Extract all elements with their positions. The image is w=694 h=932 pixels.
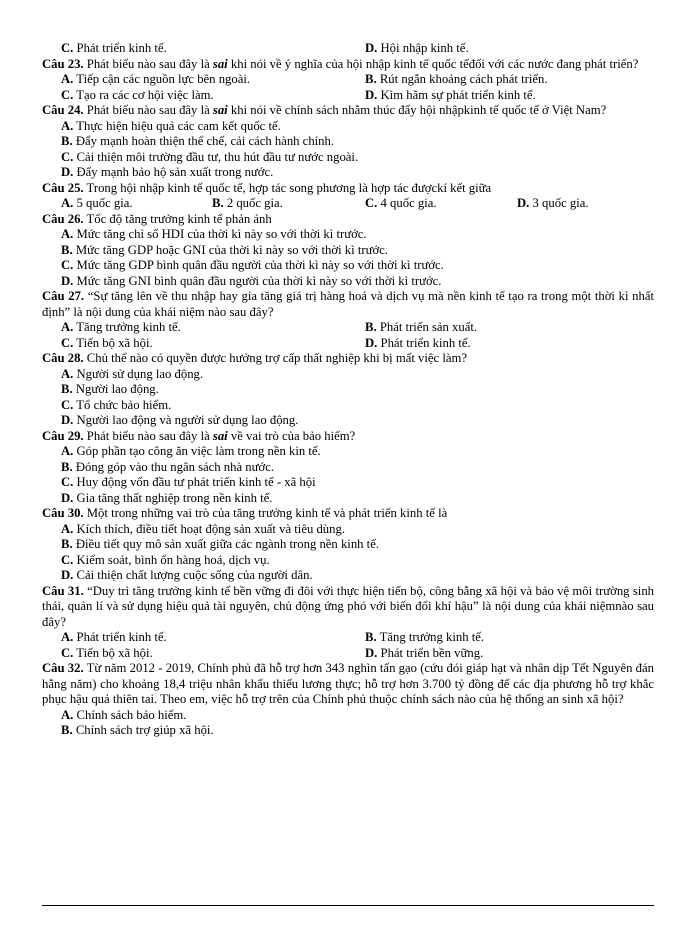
question-32: Câu 32. Từ năm 2012 - 2019, Chính phủ đã hỗ trợ hơn 343 nghìn tấn gạo (cứu đói giáp hạt và nhân dịp Tết Nguyên đán hằng năm) cho khoảng 18,4 triệu nhân khẩu thiếu lương thực; hỗ trợ hơn 3.700 tỷ đồng để các địa phương hỗ trợ khắc phục hậu quả thiên tai. Theo em, việc hỗ trợ trên của Chính phủ thuộc chính sách nào của hệ thống an sinh xã hội? — [42, 661, 655, 706]
option-c: C. Huy động vốn đầu tư phát triển kinh tế - xã hội — [61, 475, 316, 489]
option-a: A. Kích thích, điều tiết hoạt động sản xuất và tiêu dùng. — [61, 521, 346, 536]
option-d: D. Mức tăng GNI bình quân đầu người của thời kì này so với thời kì trước. — [61, 273, 442, 288]
option-b: B. 2 quốc gia. — [212, 196, 283, 210]
option-a: A. Thực hiện hiệu quả các cam kết quốc tế. — [61, 118, 281, 133]
option-d: D. Người lao động và người sử dụng lao động. — [61, 413, 299, 427]
option-c: C. Tiến bộ xã hội. — [61, 335, 153, 350]
question-25: Câu 25. Trong hội nhập kinh tế quốc tế, hợp tác song phương là hợp tác đượckí kết giữa — [42, 180, 492, 195]
question-29: Câu 29. Phát biểu nào sau đây là sai về vai trò của bảo hiểm? — [42, 428, 356, 443]
option-c: C. Tiến bộ xã hội. — [61, 645, 153, 660]
q23-options-ab — [42, 72, 654, 88]
option-c: C. Tạo ra các cơ hội việc làm. — [61, 87, 214, 102]
option-d: D. Hội nhập kinh tế. — [365, 41, 469, 55]
question-31: Câu 31. “Duy trì tăng trưởng kinh tế bền vững đi đôi với thực hiện tiến bộ, công bằng xã hội và bảo vệ môi trường sinh thái, quản lí và sử dụng hiệu quả tài nguyên, chủ động ứng phó với biến đổi khí hậu” là nội dung của khái niệmnào sau đây? — [42, 583, 655, 629]
option-d: D. Đẩy mạnh bảo hộ sản xuất trong nước. — [61, 165, 274, 179]
option-b: B. Chính sách trợ giúp xã hội. — [61, 723, 214, 737]
question-23: Câu 23. Phát biểu nào sau đây là sai khi nói về ý nghĩa của hội nhập kinh tế quốc tếđối với các nước đang phát triển? — [42, 56, 639, 71]
option-a: A. Tăng trưởng kinh tế. — [61, 320, 181, 334]
option-b: B. Đóng góp vào thu ngân sách nhà nước. — [61, 459, 275, 474]
question-24: Câu 24. Phát biểu nào sau đây là sai khi nói về chính sách nhằm thúc đẩy hội nhậpkinh tế quốc tế ở Việt Nam? — [42, 103, 607, 117]
option-d: D. 3 quốc gia. — [517, 196, 589, 210]
q25-options — [42, 196, 654, 212]
option-d: D. Phát triển kinh tế. — [365, 335, 471, 350]
option-a: A. 5 quốc gia. — [61, 196, 133, 210]
option-b: B. Tăng trưởng kinh tế. — [365, 630, 485, 644]
option-a: A. Tiếp cận các nguồn lực bên ngoài. — [61, 72, 251, 86]
option-d: D. Phát triển bền vững. — [365, 645, 484, 660]
q31-options-ab — [42, 630, 654, 646]
question-30: Câu 30. Một trong những vai trò của tăng trưởng kinh tế và phát triển kinh tế là — [42, 506, 448, 520]
option-a: A. Góp phần tạo công ăn việc làm trong nền kin tế. — [61, 444, 321, 458]
option-a: A. Chính sách bảo hiểm. — [61, 707, 187, 722]
option-a: A. Mức tăng chỉ số HDI của thời kì này so với thời kì trước. — [61, 227, 367, 241]
option-c: C. Mức tăng GDP bình quân đầu người của thời kì này so với thời kì trước. — [61, 258, 444, 272]
exam-page — [42, 41, 654, 739]
option-b: B. Điều tiết quy mô sản xuất giữa các ngành trong nền kinh tế. — [61, 537, 380, 551]
question-26: Câu 26. Tốc độ tăng trưởng kinh tế phản ánh — [42, 211, 272, 226]
q27-options-ab — [42, 320, 654, 336]
option-a: A. Người sử dụng lao động. — [61, 366, 204, 381]
option-c: C. 4 quốc gia. — [365, 196, 437, 210]
option-b: B. Người lao động. — [61, 382, 159, 396]
option-d: D. Gia tăng thất nghiệp trong nền kinh tế. — [61, 490, 273, 505]
q31-options-cd — [42, 646, 654, 662]
option-b: B. Đẩy mạnh hoàn thiện thể chế, cải cách hành chính. — [61, 134, 335, 148]
option-c: C. Cải thiện môi trường đầu tư, thu hút đầu tư nước ngoài. — [61, 149, 359, 164]
question-27: Câu 27. “Sự tăng lên về thu nhập hay gia tăng giá trị hàng hoá và dịch vụ mà nền kinh tế tạo ra trong một thời kì nhất định” là nội dung của khái niệm nào sau đây? — [42, 289, 655, 319]
option-b: B. Mức tăng GDP hoặc GNI của thời kì này so với thời kì trước. — [61, 242, 388, 257]
option-d: D. Cải thiện chất lượng cuộc sống của người dân. — [61, 568, 313, 582]
q22-options-cd — [42, 41, 654, 57]
q23-options-cd — [42, 88, 654, 104]
q27-options-cd — [42, 336, 654, 352]
option-a: A. Phát triển kinh tế. — [61, 630, 167, 644]
question-28: Câu 28. Chủ thể nào có quyền được hưởng trợ cấp thất nghiệp khi bị mất việc làm? — [42, 351, 467, 365]
option-c: C. Kiểm soát, bình ổn hàng hoá, dịch vụ. — [61, 552, 270, 567]
option-d: D. Kìm hãm sự phát triển kinh tế. — [365, 87, 536, 102]
page-bottom-divider — [42, 905, 654, 906]
option-b: B. Rút ngắn khoảng cách phát triển. — [365, 72, 548, 86]
option-b: B. Phát triển sản xuất. — [365, 320, 478, 334]
option-c: C. Tổ chức bảo hiểm. — [61, 397, 172, 412]
option-c: C. Phát triển kinh tế. — [61, 41, 167, 55]
